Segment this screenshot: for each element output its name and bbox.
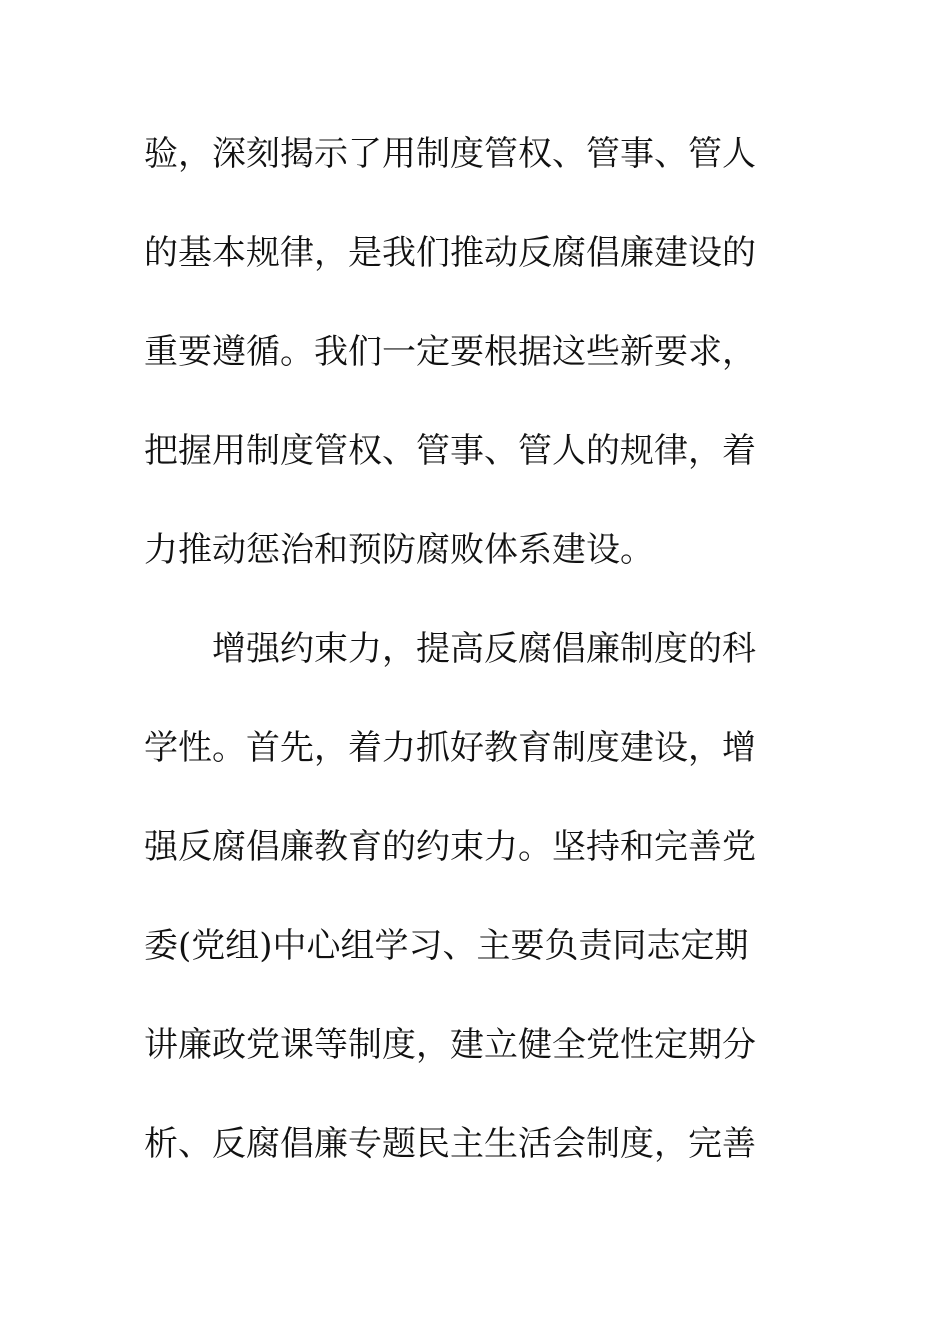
text-line-4: 把握用制度管权、管事、管人的规律，着 — [144, 431, 756, 471]
text-line-10: 讲廉政党课等制度，建立健全党性定期分 — [144, 1025, 756, 1065]
text-line-1: 验，深刻揭示了用制度管权、管事、管人 — [144, 134, 756, 174]
text-line-8: 强反腐倡廉教育的约束力。坚持和完善党 — [144, 827, 756, 867]
text-line-5: 力推动惩治和预防腐败体系建设。 — [144, 530, 654, 570]
text-line-7: 学性。首先，着力抓好教育制度建设，增 — [144, 728, 756, 768]
text-line-2: 的基本规律，是我们推动反腐倡廉建设的 — [144, 233, 756, 273]
text-line-9: 委(党组)中心组学习、主要负责同志定期 — [144, 926, 749, 966]
text-line-6: 增强约束力，提高反腐倡廉制度的科 — [212, 629, 756, 669]
text-line-3: 重要遵循。我们一定要根据这些新要求， — [144, 332, 756, 372]
body-text — [144, 122, 784, 1211]
text-line-11: 析、反腐倡廉专题民主生活会制度，完善 — [144, 1124, 756, 1164]
